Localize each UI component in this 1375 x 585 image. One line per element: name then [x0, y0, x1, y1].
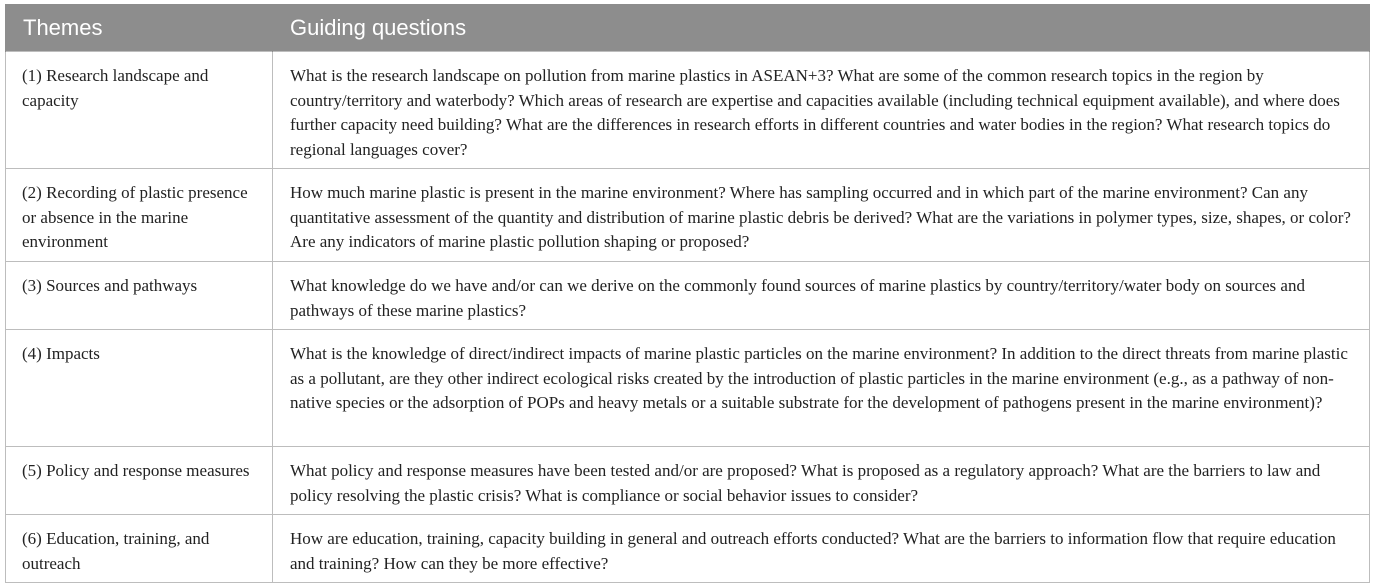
table-row [6, 52, 1370, 169]
header-guiding-questions: Guiding questions [273, 4, 1370, 52]
header-themes: Themes [6, 4, 273, 52]
table-row [6, 447, 1370, 515]
questions-cell: How much marine plastic is present in the marine environment? Where has sampling occurred and in which part of the marine environment? Can any quantitative assessment of the quantity and distribution of marine plastic debris be derived? What are the variations in polymer types, size, shapes, or color? Are any indicators of marine plastic pollution shaping or proposed? [273, 169, 1370, 262]
table-row [6, 330, 1370, 447]
questions-cell: What knowledge do we have and/or can we derive on the commonly found sources of marine plastics by country/territory/water body on sources and pathways of these marine plastics? [273, 262, 1370, 330]
table-row [6, 169, 1370, 262]
questions-cell: How are education, training, capacity building in general and outreach efforts conducted? What are the barriers to information flow that require education and training? How can they be more effective? [273, 515, 1370, 583]
theme-cell: (3) Sources and pathways [6, 262, 273, 330]
questions-cell: What is the research landscape on pollution from marine plastics in ASEAN+3? What are some of the common research topics in the region by country/territory and waterbody? Which areas of research are expertise and capacities available (including technical equipment available), and where does further capacity need building? What are the differences in research efforts in different countries and water bodies in the region? What research topics do regional languages cover? [273, 52, 1370, 169]
theme-cell: (6) Education, training, and outreach [6, 515, 273, 583]
table-row [6, 515, 1370, 583]
table-row [6, 262, 1370, 330]
header-row [6, 4, 1370, 52]
questions-cell: What policy and response measures have been tested and/or are proposed? What is proposed as a regulatory approach? What are the barriers to law and policy resolving the plastic crisis? What is compliance or social behavior issues to consider? [273, 447, 1370, 515]
theme-cell: (4) Impacts [6, 330, 273, 447]
questions-cell: What is the knowledge of direct/indirect impacts of marine plastic particles on the marine environment? In addition to the direct threats from marine plastic as a pollutant, are they other indirect ecological risks created by the introduction of plastic particles in the marine environment (e.g., as a pathway of non-native species or the adsorption of POPs and heavy metals or a suitable substrate for the development of pathogens present in the marine environment)? [273, 330, 1370, 447]
themes-table [5, 4, 1370, 583]
theme-cell: (2) Recording of plastic presence or absence in the marine environment [6, 169, 273, 262]
theme-cell: (1) Research landscape and capacity [6, 52, 273, 169]
theme-cell: (5) Policy and response measures [6, 447, 273, 515]
